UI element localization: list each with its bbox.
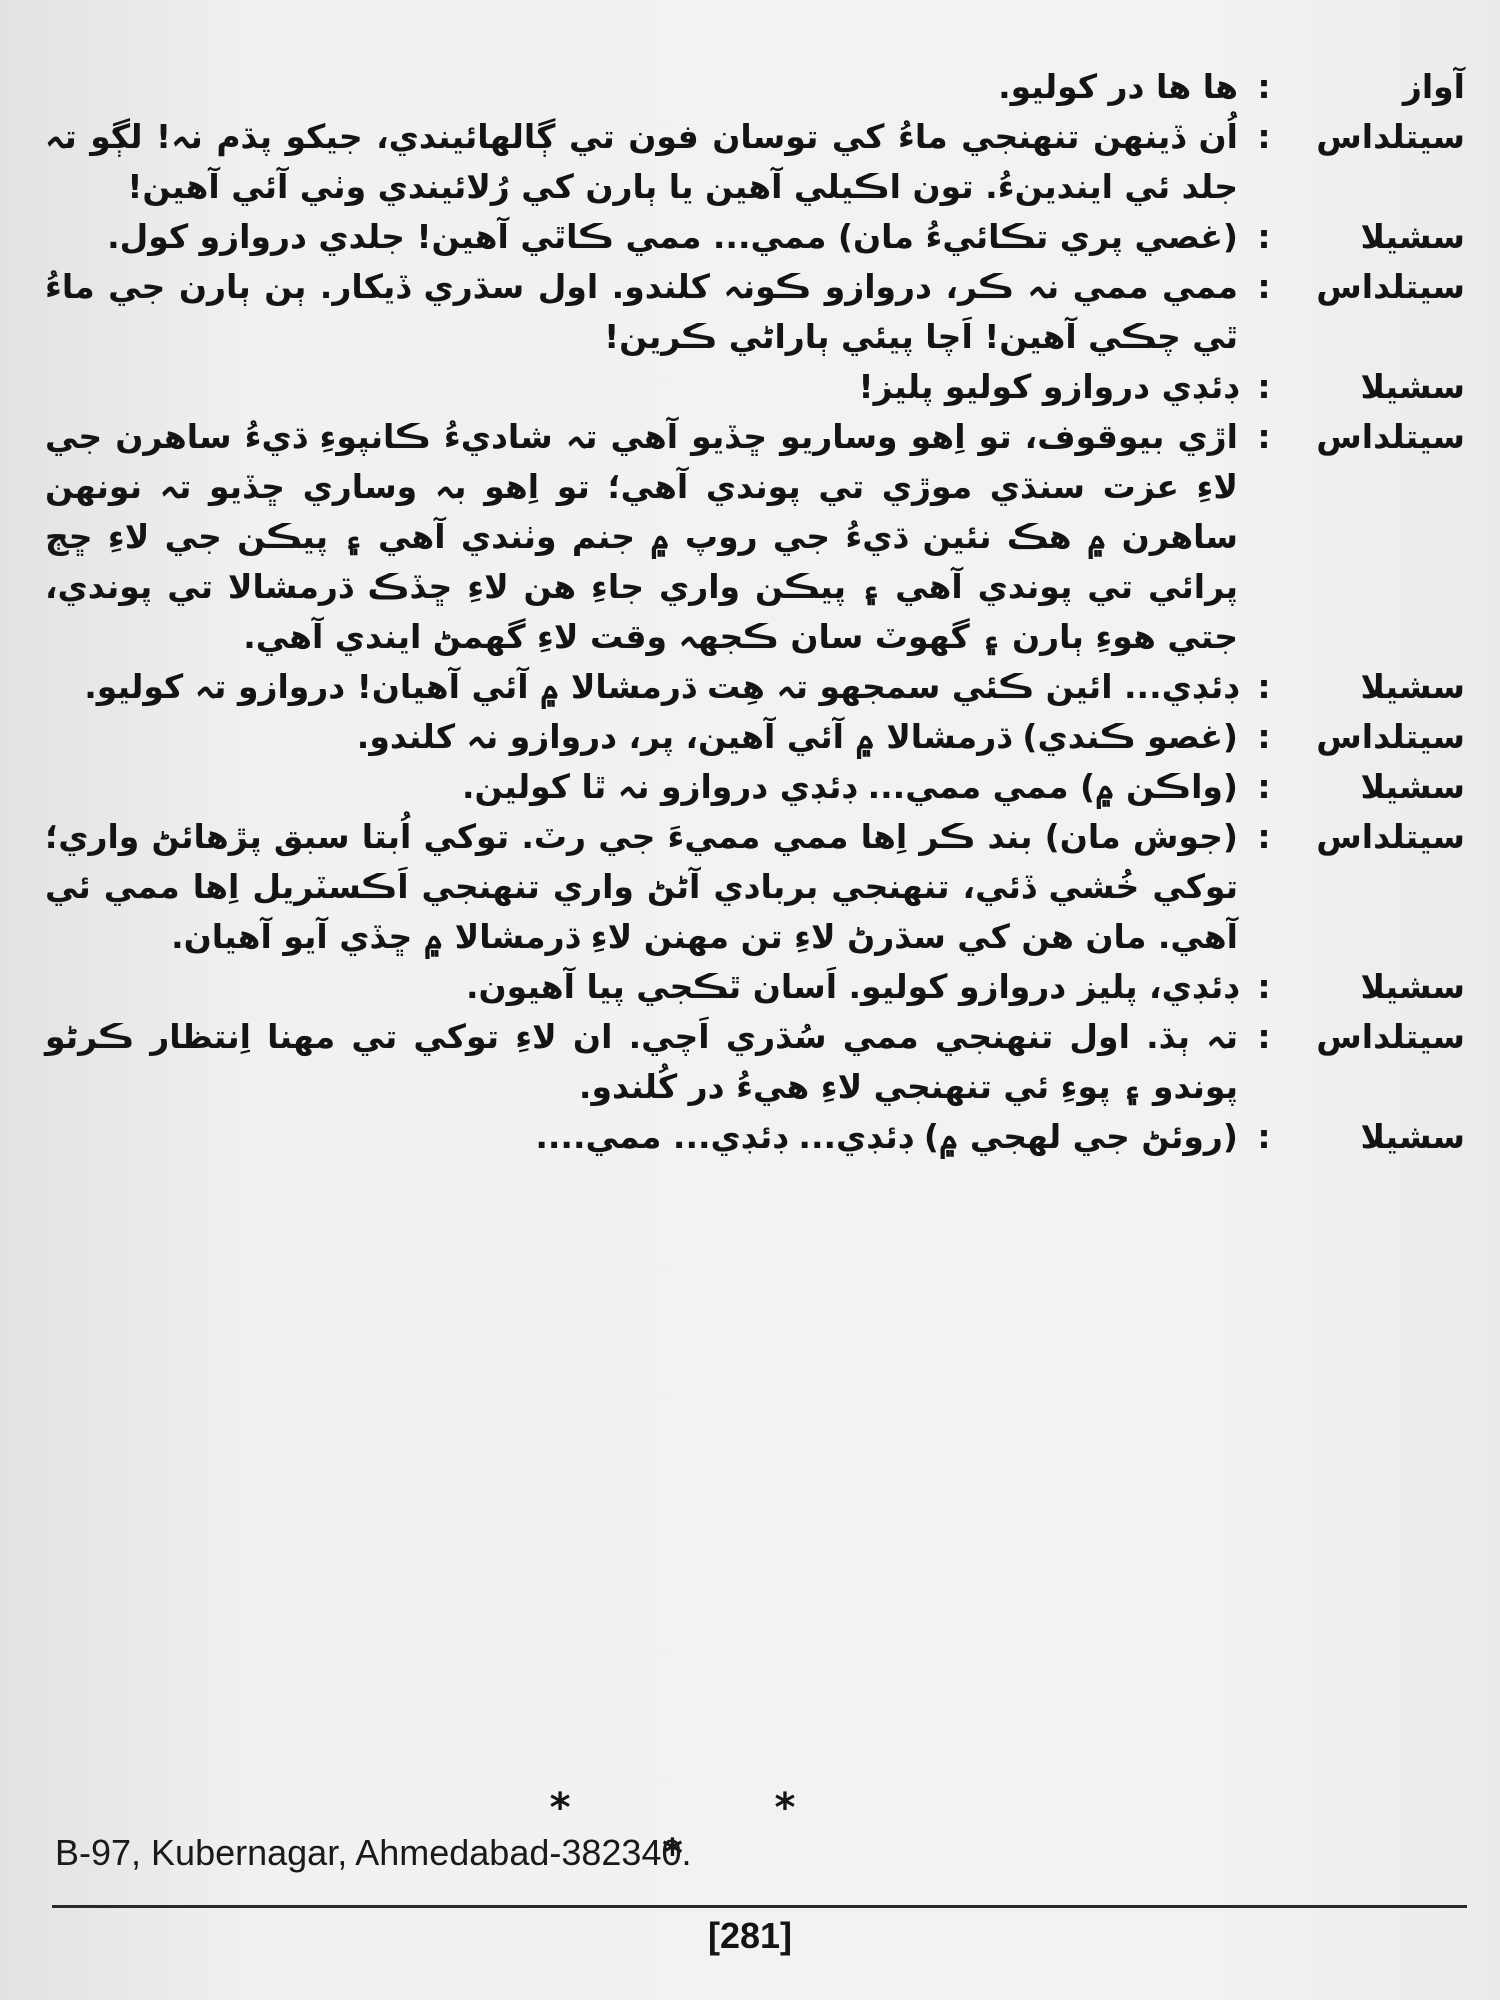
dialogue-line	[45, 112, 1465, 212]
dialogue-text: (واڪن ۾) ممي ممي... ڊئڊي دروازو نہ ٿا کولين.	[462, 767, 1238, 806]
dialogue-text: اُن ڏينهن تنهنجي ماءُ کي توسان فون تي ڳالهائيندي، جيکو پڌم نہ! لڳو تہ جلد ئي ايندينءُ. تون اڪيلي آهين يا ٻارن کي رُلائيندي وٺي آئي آهين!	[45, 117, 1238, 206]
footer-rule	[52, 1905, 1467, 1908]
speaker-name: سشيلا	[1360, 1117, 1465, 1156]
dialogue-text: ڊئڊي، پليز دروازو کوليو. اَسان ٿڪجي پيا آهيون.	[465, 967, 1238, 1006]
speaker-name: سشيلا	[1360, 367, 1465, 406]
dialogue-text: (روئڻ جي لهجي ۾) ڊئڊي... ڊئڊي... ممي....	[535, 1117, 1238, 1156]
speaker-name: سيتلداس	[1316, 817, 1465, 856]
speaker-colon: :	[1257, 1117, 1271, 1156]
dialogue-line	[45, 962, 1465, 1012]
speaker-colon: :	[1257, 267, 1271, 306]
dialogue-line	[45, 262, 1465, 362]
dialogue-text: (غصو ڪندي) ڌرمشالا ۾ آئي آهين، پر، دروازو نہ کلندو.	[356, 717, 1238, 756]
speaker-name: سشيلا	[1360, 667, 1465, 706]
speaker-name: سشيلا	[1360, 217, 1465, 256]
dialogue-text: ڊئڊي... ائين ڪئي سمجهو تہ هِت ڌرمشالا ۾ آئي آهيان! دروازو تہ کوليو.	[84, 667, 1238, 706]
dialogue-text: (جوش مان) بند ڪر اِها ممي مميءَ جي رٽ. توکي اُبتا سبق پڙهائڻ واري؛ توکي خُشي ڏئي، تنهنجي بربادي آڻڻ واري تنهنجي اَڪسٽريل اِها ممي ئي آهي. مان هن کي سڌرڻ لاءِ تن مهنن لاءِ ڌرمشالا ۾ ڇڏي آيو آهيان.	[45, 817, 1238, 956]
dialogue-text: (غصي پري تڪائيءُ مان) ممي... ممي ڪاٿي آهين! جلدي دروازو کول.	[107, 217, 1238, 256]
speaker-name: سيتلداس	[1316, 117, 1465, 156]
dialogue-block	[45, 62, 1465, 1812]
dialogue-line	[45, 1112, 1465, 1162]
dialogue-text: اڙي بيوقوف، تو اِهو وساريو ڇڏيو آهي تہ شاديءُ ڪانپوءِ ڌيءُ ساهرن جي لاءِ عزت سنڌي موڙي تي پوندي آهي؛ تو اِهو بہ وساري ڇڏيو تہ نونهن ساهرن ۾ هڪ نئين ڌيءُ جي روپ ۾ جنم وٺندي آهي ۽ پيڪن جي لاءِ ڇڄ پرائي تي پوندي آهي ۽ پيڪن واري جاءِ هن لاءِ ڇڏڪ ڌرمشالا تي پوندي، جتي هوءِ ٻارن ۽ گهوٽ سان ڪجهہ وقت لاءِ گهمڻ ايندي آهي.	[45, 417, 1238, 656]
speaker-name: سشيلا	[1360, 767, 1465, 806]
page-number: [281]	[707, 1915, 793, 1956]
speaker-colon: :	[1257, 717, 1271, 756]
dialogue-line	[45, 62, 1465, 112]
speaker-name: سيتلداس	[1316, 1017, 1465, 1056]
speaker-colon: :	[1257, 417, 1271, 456]
speaker-colon: :	[1257, 667, 1271, 706]
speaker-name: آواز	[1402, 67, 1465, 106]
dialogue-text: ها ها در کوليو.	[998, 67, 1238, 106]
dialogue-line	[45, 812, 1465, 962]
dialogue-text: ڊئڊي دروازو کوليو پليز!	[858, 367, 1238, 406]
dialogue-line	[45, 212, 1465, 262]
speaker-name: سيتلداس	[1316, 417, 1465, 456]
dialogue-line	[45, 662, 1465, 712]
dialogue-line	[45, 362, 1465, 412]
dialogue-text: تہ ٻڌ. اول تنهنجي ممي سُڌري اَچي. ان لاءِ توکي تي مهنا اِنتظار ڪرڻو پوندو ۽ پوءِ ئي تنهنجي لاءِ هيءُ در کُلندو.	[45, 1017, 1238, 1106]
speaker-name: سيتلداس	[1316, 267, 1465, 306]
dialogue-line	[45, 1012, 1465, 1112]
speaker-colon: :	[1257, 767, 1271, 806]
dialogue-line	[45, 412, 1465, 662]
speaker-colon: :	[1257, 67, 1271, 106]
speaker-colon: :	[1257, 367, 1271, 406]
speaker-colon: :	[1257, 117, 1271, 156]
speaker-colon: :	[1257, 217, 1271, 256]
dialogue-line	[45, 712, 1465, 762]
dialogue-line	[45, 762, 1465, 812]
speaker-colon: :	[1257, 967, 1271, 1006]
speaker-name: سيتلداس	[1316, 717, 1465, 756]
author-address: B-97, Kubernagar, Ahmedabad-382340.	[55, 1832, 692, 1873]
speaker-colon: :	[1257, 817, 1271, 856]
scene-separator: * * *	[549, 1785, 891, 1877]
dialogue-text: ممي ممي نہ ڪر، دروازو ڪونہ کلندو. اول سڌري ڏيکار. ٻن ٻارن جي ماءُ ٿي چڪي آهين! اَچا پيئي ٻاراڻي ڪرين!	[45, 267, 1238, 356]
speaker-colon: :	[1257, 1017, 1271, 1056]
speaker-name: سشيلا	[1360, 967, 1465, 1006]
